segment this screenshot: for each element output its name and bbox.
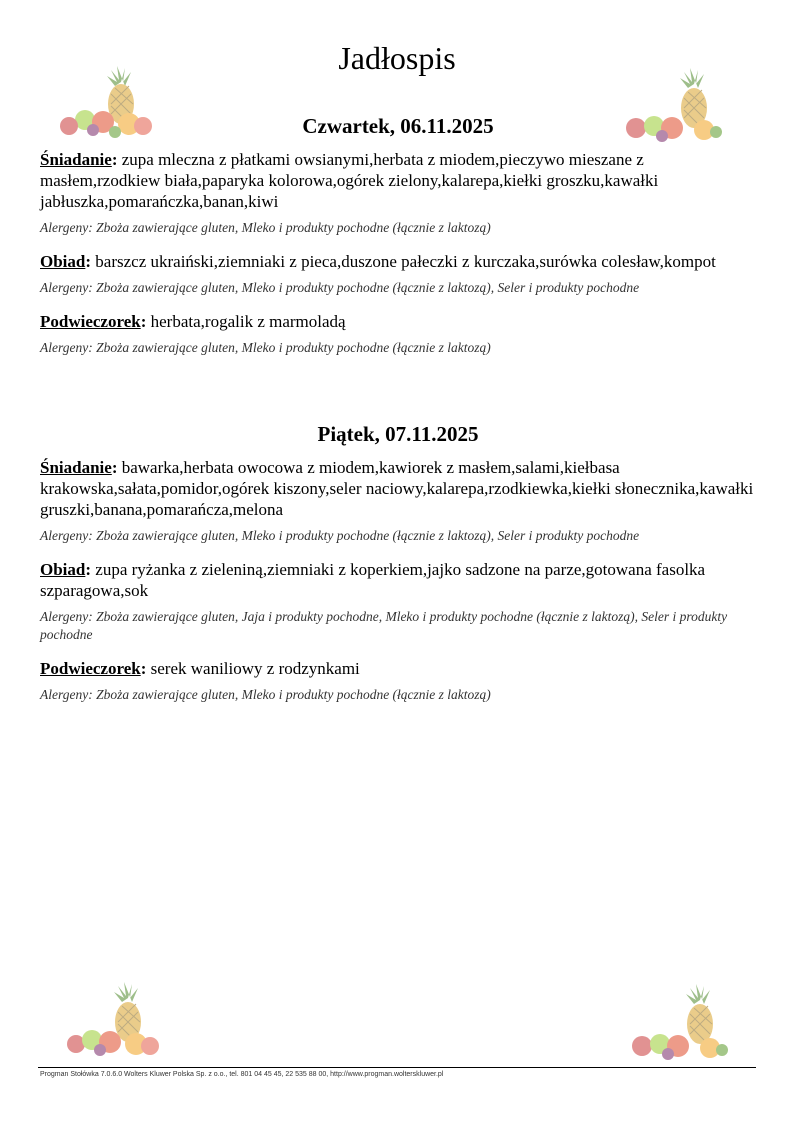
meal-allergens: Alergeny: Zboża zawierające gluten, Mleko i produkty pochodne (łącznie z laktozą) [40, 220, 491, 235]
meal-line: Obiad: barszcz ukraiński,ziemniaki z pieca,duszone pałeczki z kurczaka,surówka colesław,kompot [40, 252, 716, 271]
meal-description: barszcz ukraiński,ziemniaki z pieca,duszone pałeczki z kurczaka,surówka colesław,kompot [95, 252, 716, 271]
fruit-decoration-icon [628, 982, 728, 1062]
meal-line: Obiad: zupa ryżanka z zieleniną,ziemniaki z koperkiem,jajko sadzone na parze,gotowana fasolka szparagowa,sok [40, 560, 706, 600]
meal-item [40, 251, 756, 297]
meal-description: herbata,rogalik z marmoladą [150, 312, 346, 331]
meal-line: Śniadanie: bawarka,herbata owocowa z miodem,kawiorek z masłem,salami,kiełbasa krakowska,sałata,pomidor,ogórek kiszony,seler naciowy,kalarepa,rzodkiewka,kiełki słonecznika,kawałki gruszki,banana,pomarańcza,melona [40, 458, 754, 519]
day-section [40, 114, 756, 371]
day-title: Czwartek, 06.11.2025 [302, 114, 494, 138]
meal-line: Śniadanie: zupa mleczna z płatkami owsianymi,herbata z miodem,pieczywo mieszane z masłem,rzodkiew biała,paparyka kolorowa,ogórek zielony,kalarepa,kiełki groszku,kawałki jabłuszka,pomarańczka,banan,kiwi [40, 150, 659, 211]
meal-name: Podwieczorek [40, 659, 141, 678]
meal-allergens: Alergeny: Zboża zawierające gluten, Mleko i produkty pochodne (łącznie z laktozą), Seler i produkty pochodne [40, 528, 640, 543]
meal-description: zupa ryżanka z zieleniną,ziemniaki z koperkiem,jajko sadzone na parze,gotowana fasolka szparagowa,sok [40, 560, 706, 600]
meal-item [40, 658, 756, 704]
meal-allergens: Alergeny: Zboża zawierające gluten, Mleko i produkty pochodne (łącznie z laktozą) [40, 687, 491, 702]
footer-divider [38, 1067, 756, 1068]
page-title: Jadłospis [338, 40, 456, 76]
meal-description: bawarka,herbata owocowa z miodem,kawiorek z masłem,salami,kiełbasa krakowska,sałata,pomidor,ogórek kiszony,seler naciowy,kalarepa,rzodkiewka,kiełki słonecznika,kawałki gruszki,banana,pomarańcza,melona [40, 458, 754, 519]
meal-description: serek waniliowy z rodzynkami [150, 659, 360, 678]
meal-allergens: Alergeny: Zboża zawierające gluten, Jaja i produkty pochodne, Mleko i produkty pochodne (łącznie z laktozą), Seler i produkty pochodne [40, 609, 728, 642]
meal-name: Obiad [40, 252, 86, 271]
meal-name: Śniadanie [40, 150, 112, 169]
fruit-decoration-icon [62, 978, 162, 1058]
meal-line: Podwieczorek: herbata,rogalik z marmoladą [40, 312, 346, 331]
meal-item [40, 457, 756, 545]
meal-description: zupa mleczna z płatkami owsianymi,herbata z miodem,pieczywo mieszane z masłem,rzodkiew biała,paparyka kolorowa,ogórek zielony,kalarepa,kiełki groszku,kawałki jabłuszka,pomarańczka,banan,kiwi [40, 150, 659, 211]
meal-name: Podwieczorek [40, 312, 141, 331]
day-title: Piątek, 07.11.2025 [317, 422, 479, 446]
meal-name: Śniadanie [40, 458, 112, 477]
meal-allergens: Alergeny: Zboża zawierające gluten, Mleko i produkty pochodne (łącznie z laktozą), Seler i produkty pochodne [40, 280, 640, 295]
day-section [40, 422, 756, 718]
meal-line: Podwieczorek: serek waniliowy z rodzynkami [40, 659, 360, 678]
meal-allergens: Alergeny: Zboża zawierające gluten, Mleko i produkty pochodne (łącznie z laktozą) [40, 340, 491, 355]
meal-name: Obiad [40, 560, 86, 579]
meal-item [40, 149, 756, 237]
meal-item [40, 559, 756, 644]
footer-text: Progman Stołówka 7.0.6.0 Wolters Kluwer Polska Sp. z o.o., tel. 801 04 45 45, 22 535 88 00, http://www.progman.wolterskluwer.pl [40, 1071, 444, 1078]
meal-item [40, 311, 756, 357]
